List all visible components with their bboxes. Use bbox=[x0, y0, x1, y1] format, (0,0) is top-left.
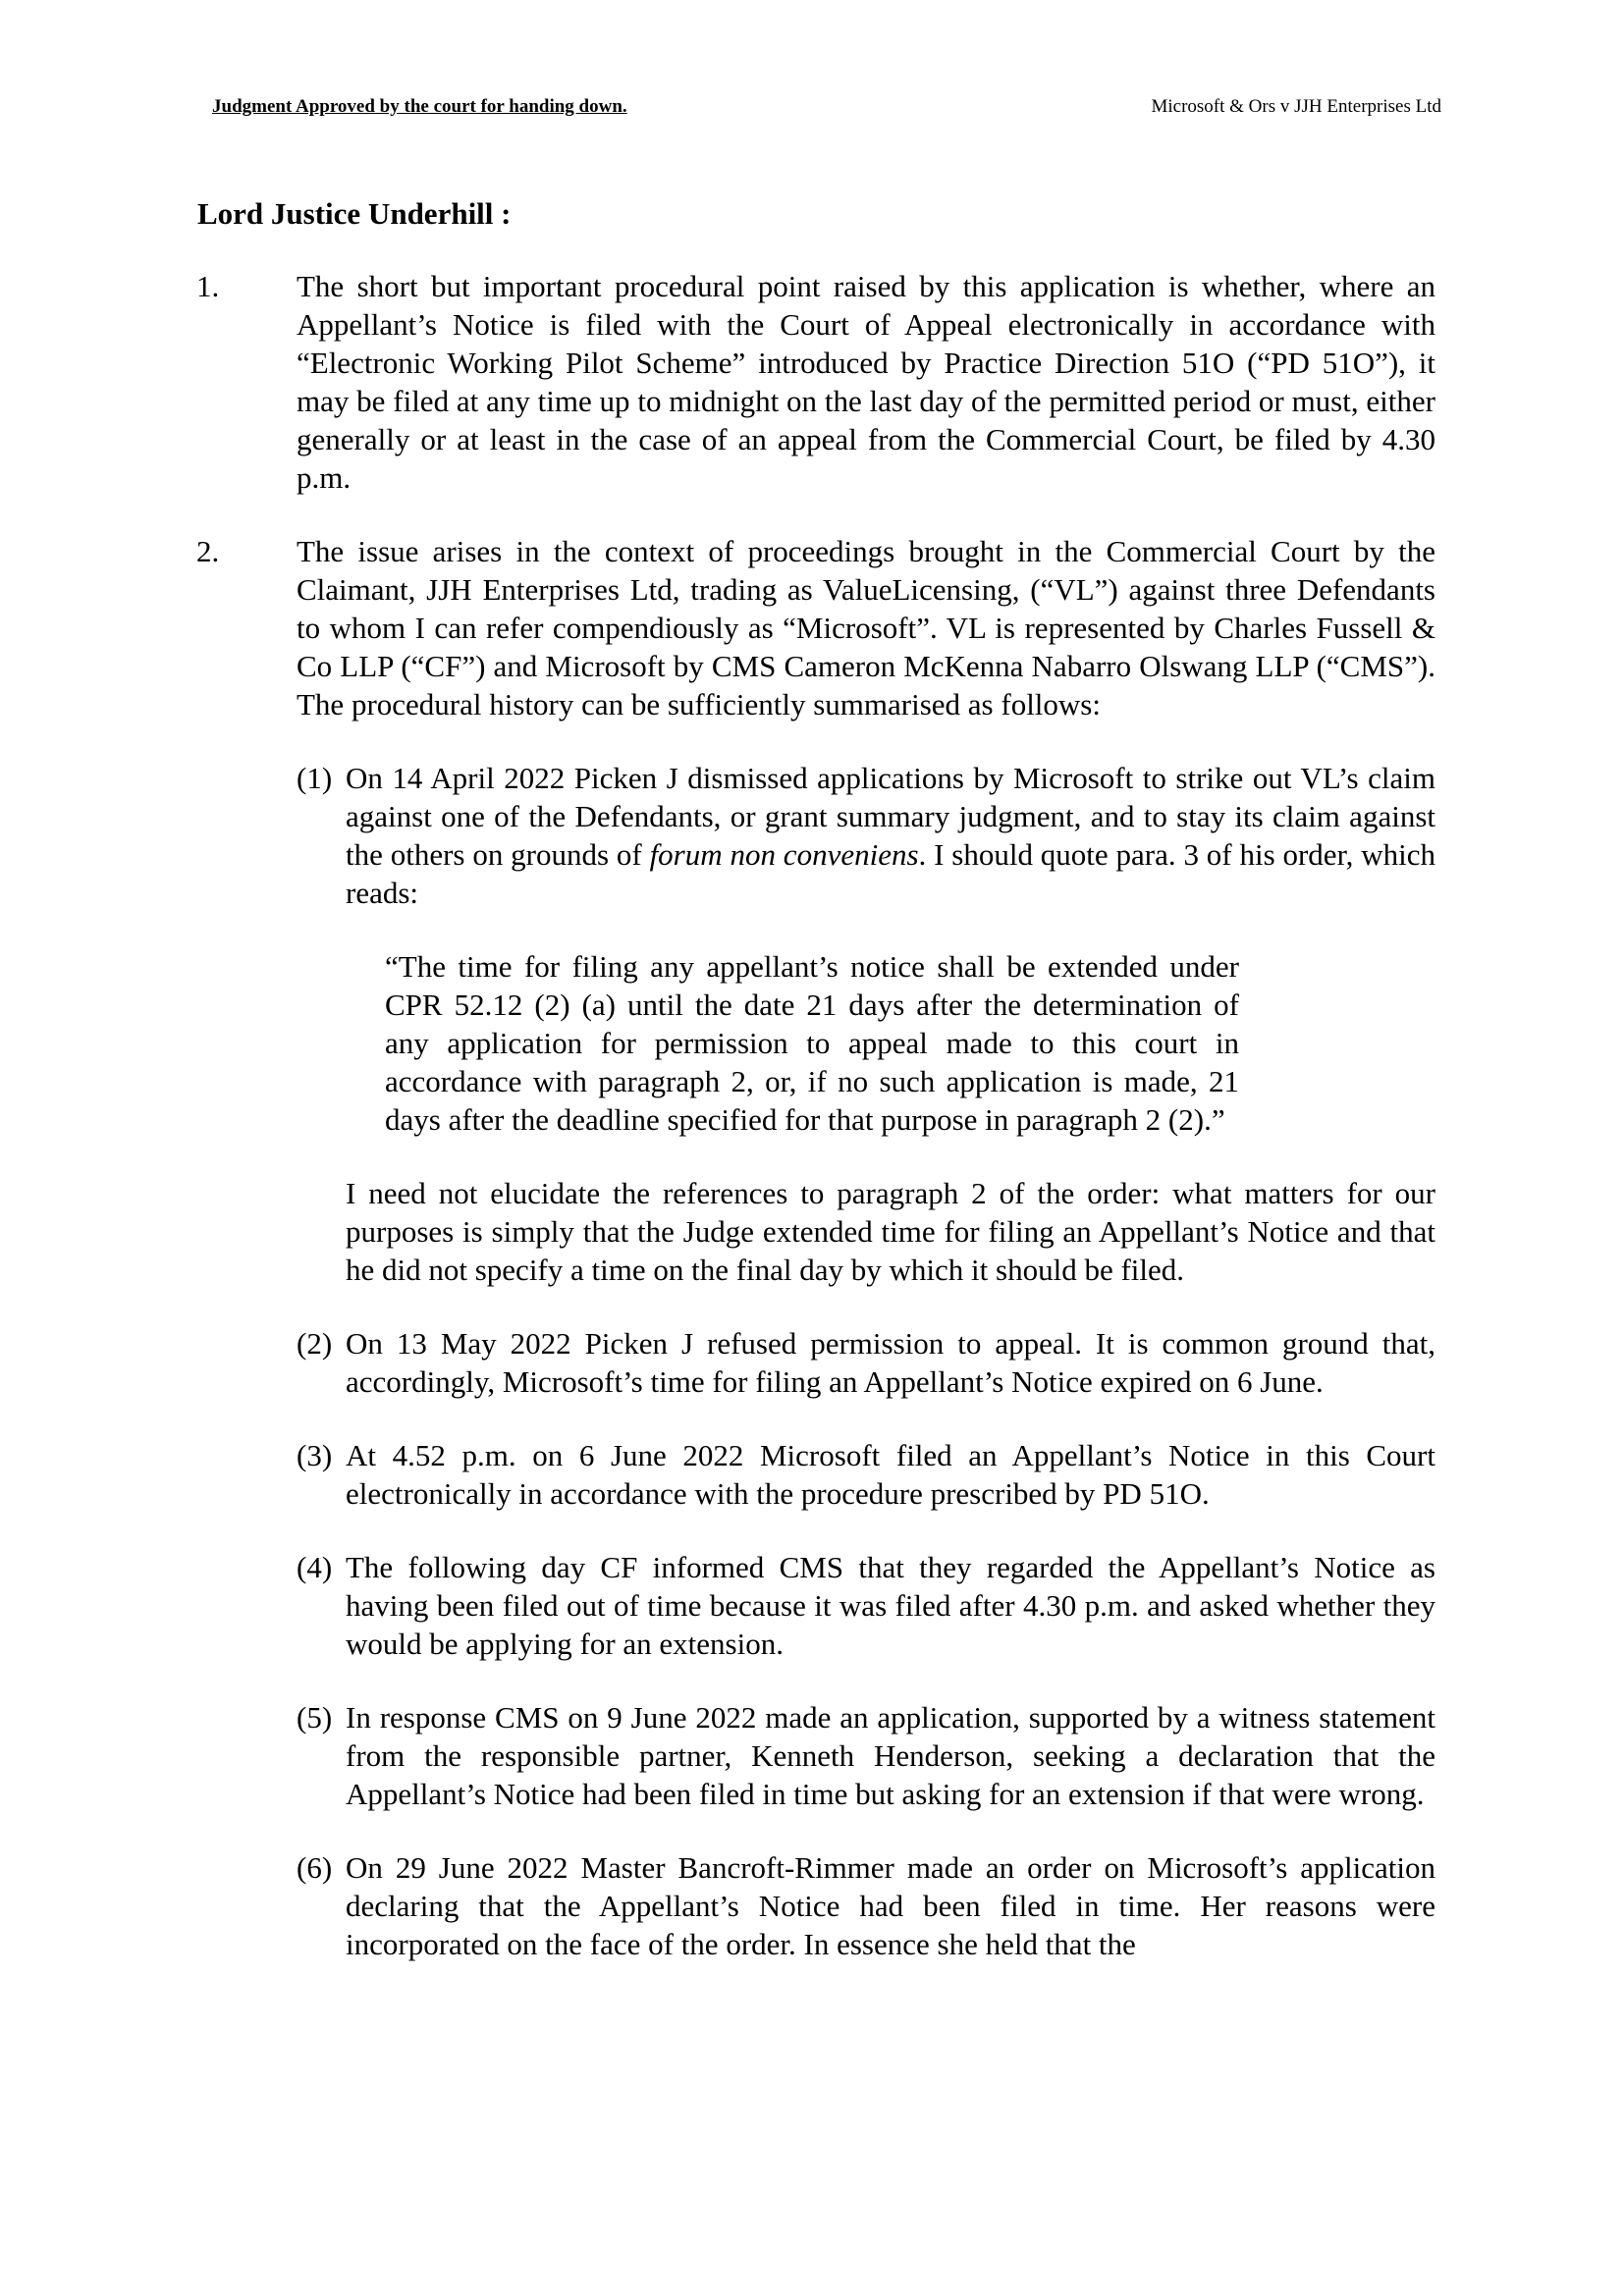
history-item-number: (2) bbox=[297, 1326, 333, 1361]
latin-phrase: forum non conveniens bbox=[649, 837, 919, 872]
paragraph-number: 1. bbox=[196, 269, 220, 303]
history-text-part: On 14 April 2022 Picken J dismissed applications by Microsoft to strike out VL’s claim against one of the Defendants, or grant summary judgment, and to stay its claim against the others on grounds of bbox=[346, 761, 1435, 872]
history-item-1 bbox=[196, 759, 1435, 912]
history-item-text bbox=[346, 759, 1435, 912]
judge-heading: Lord Justice Underhill : bbox=[197, 196, 512, 231]
paragraph-number: 2. bbox=[196, 534, 220, 568]
history-item-3 bbox=[196, 1436, 1435, 1513]
judgment-body bbox=[196, 267, 1435, 1999]
history-item-number: (4) bbox=[297, 1550, 333, 1584]
history-item-number: (5) bbox=[297, 1700, 333, 1735]
history-item-4 bbox=[196, 1548, 1435, 1663]
header-judgment-approved: Judgment Approved by the court for handing down. bbox=[212, 96, 627, 117]
history-text-part: . I should quote para. 3 of his order, which reads: bbox=[346, 837, 1436, 910]
history-item-text: On 29 June 2022 Master Bancroft-Rimmer made an order on Microsoft’s application declaring that the Appellant’s Notice had been filed in time. Her reasons were incorporated on the face of the order. In essence she held that the bbox=[346, 1850, 1435, 1961]
paragraph-text: The short but important procedural point raised by this application is whether, where an Appellant’s Notice is filed with the Court of Appeal electronically in accordance with “Electronic Working Pilot Scheme” introduced by Practice Direction 51O (“PD 51O”), it may be filed at any time up to midnight on the last day of the permitted period or must, either generally or at least in the case of an appeal from the Commercial Court, be filed by 4.30 p.m. bbox=[297, 269, 1435, 495]
paragraph-1 bbox=[196, 267, 1435, 497]
quoted-order-paragraph: “The time for filing any appellant’s notice shall be extended under CPR 52.12 (2) (a) until the date 21 days after the determination of any application for permission to appeal made to this court in accordance with paragraph 2, or, if no such application is made, 21 days after the deadline specified for that purpose in paragraph 2 (2).” bbox=[385, 949, 1239, 1137]
history-item-1-continuation: I need not elucidate the references to paragraph 2 of the order: what matters for our purposes is simply that the Judge extended time for filing an Appellant’s Notice and that he did not specify a time on the final day by which it should be filed. bbox=[346, 1176, 1435, 1287]
history-item-text: At 4.52 p.m. on 6 June 2022 Microsoft filed an Appellant’s Notice in this Court electronically in accordance with the procedure prescribed by PD 51O. bbox=[346, 1438, 1435, 1511]
history-item-number: (6) bbox=[297, 1850, 333, 1885]
paragraph-2 bbox=[196, 532, 1435, 723]
history-item-number: (3) bbox=[297, 1438, 333, 1472]
history-item-text: In response CMS on 9 June 2022 made an application, supported by a witness statement from the responsible partner, Kenneth Henderson, seeking a declaration that the Appellant’s Notice had been filed in time but asking for an extension if that were wrong. bbox=[346, 1700, 1435, 1811]
history-item-text: The following day CF informed CMS that they regarded the Appellant’s Notice as having been filed out of time because it was filed after 4.30 p.m. and asked whether they would be applying for an extension. bbox=[346, 1550, 1435, 1661]
history-item-5 bbox=[196, 1698, 1435, 1813]
history-item-2 bbox=[196, 1324, 1435, 1401]
paragraph-text: The issue arises in the context of proceedings brought in the Commercial Court by the Claimant, JJH Enterprises Ltd, trading as ValueLicensing, (“VL”) against three Defendants to whom I can refer compendiously as “Microsoft”. VL is represented by Charles Fussell & Co LLP (“CF”) and Microsoft by CMS Cameron McKenna Nabarro Olswang LLP (“CMS”). The procedural history can be sufficiently summarised as follows: bbox=[297, 534, 1435, 721]
header-case-name: Microsoft & Ors v JJH Enterprises Ltd bbox=[1151, 96, 1441, 117]
history-item-text: On 13 May 2022 Picken J refused permission to appeal. It is common ground that, accordingly, Microsoft’s time for filing an Appellant’s Notice expired on 6 June. bbox=[346, 1326, 1435, 1399]
history-item-number: (1) bbox=[297, 761, 333, 795]
history-item-6 bbox=[196, 1848, 1435, 1963]
